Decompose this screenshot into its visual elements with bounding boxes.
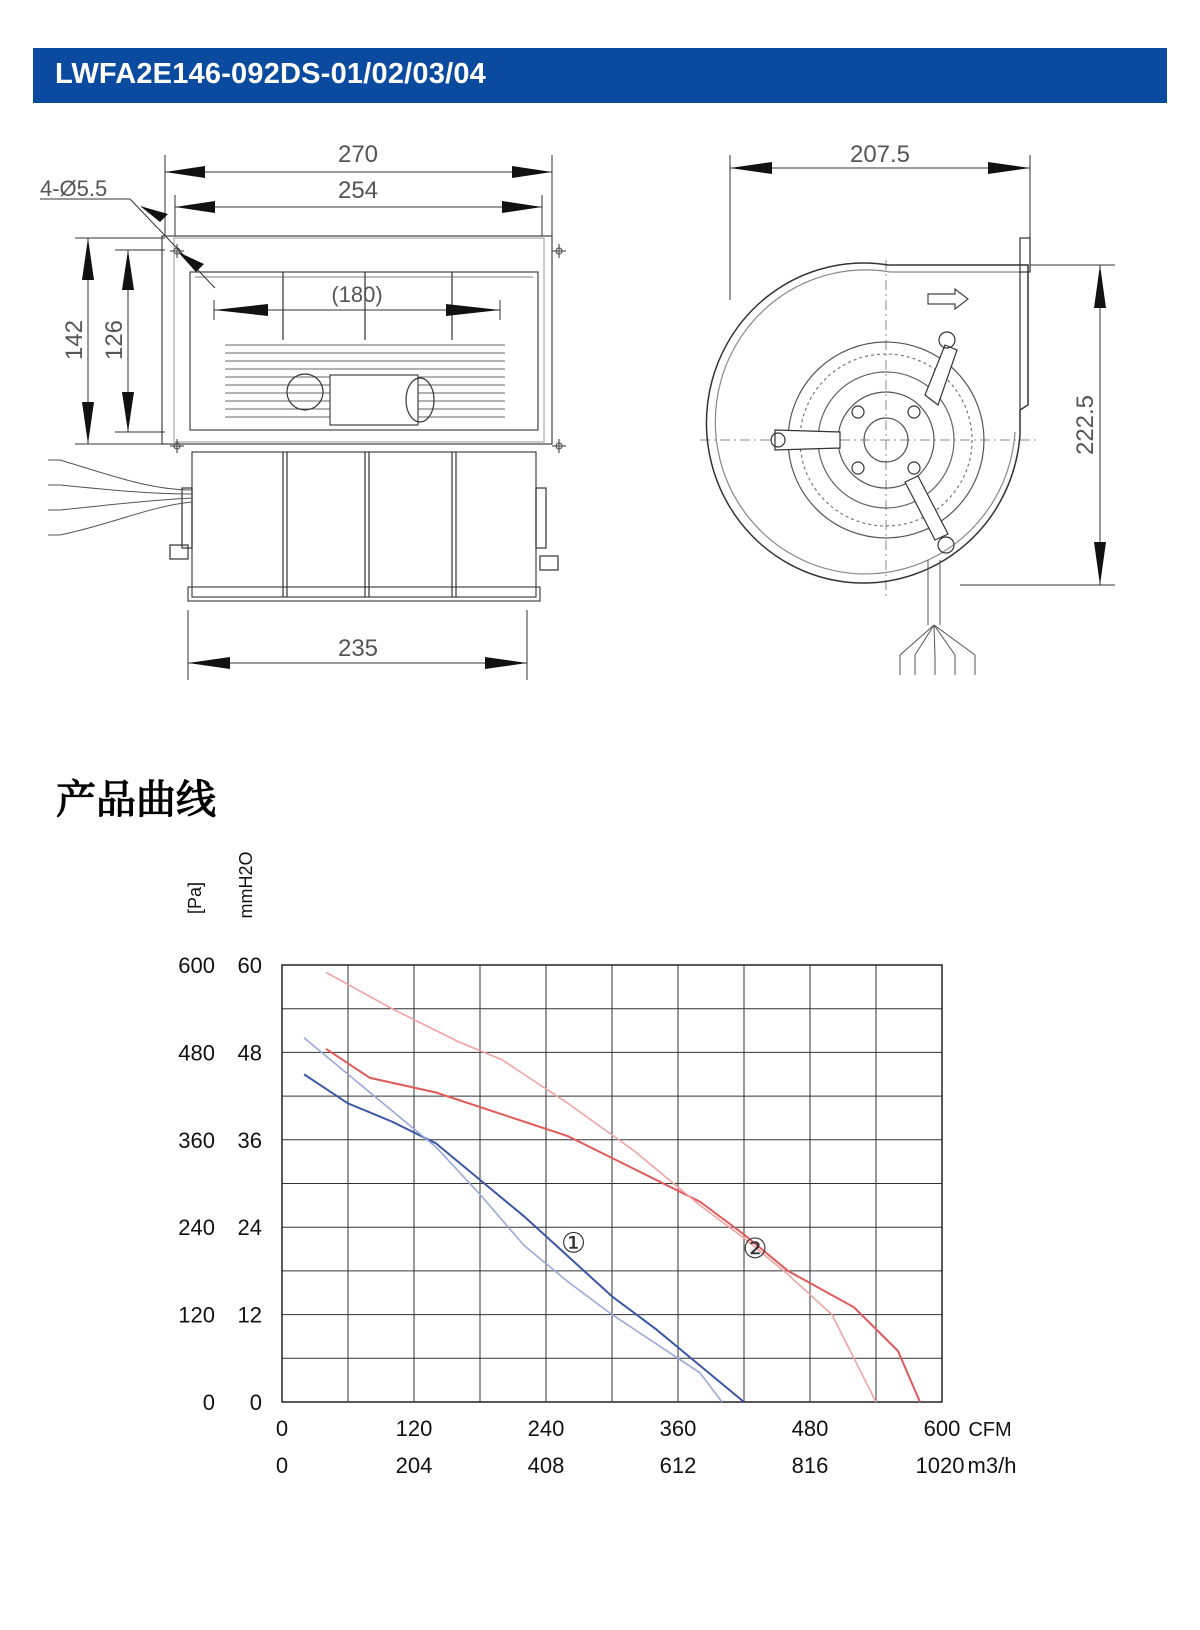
- dim-180: (180): [331, 282, 383, 307]
- x-tick-m3h: 408: [527, 1453, 565, 1478]
- performance-chart: [0, 840, 1200, 1500]
- y-tick-mmh2o: 12: [237, 1302, 262, 1328]
- x-tick-m3h: 612: [659, 1453, 697, 1478]
- dim-207-5: 207.5: [849, 141, 911, 168]
- x-tick-cfm: 240: [527, 1416, 565, 1441]
- dim-222-5: 222.5: [1072, 394, 1099, 456]
- series-1-faded-line: [304, 1038, 722, 1402]
- y-unit-pa: [Pa]: [185, 881, 205, 915]
- x-unit-cfm: CFM: [968, 1419, 1012, 1441]
- y-tick-mmh2o: 48: [237, 1040, 262, 1066]
- x-tick-cfm: 600: [923, 1416, 961, 1441]
- dim-142: 142: [61, 319, 88, 361]
- x-tick-cfm: 480: [791, 1416, 829, 1441]
- y-tick-mmh2o: 24: [237, 1215, 262, 1241]
- y-tick-pa: 480: [178, 1040, 215, 1066]
- x-tick-m3h: 816: [791, 1453, 829, 1478]
- section-title: 产品曲线: [56, 777, 216, 823]
- chart-ticks: [178, 953, 964, 1478]
- y-tick-pa: 600: [178, 953, 215, 978]
- series-2-faded-line: [326, 972, 876, 1402]
- y-unit-mmh2o: mmH2O: [236, 851, 256, 919]
- dim-126: 126: [101, 319, 128, 361]
- y-tick-pa: 0: [202, 1390, 215, 1415]
- x-tick-m3h: 0: [275, 1453, 289, 1478]
- y-tick-pa: 240: [178, 1215, 215, 1241]
- curve-label-1: ①: [560, 1227, 587, 1259]
- series-2-solid-line: [326, 1049, 920, 1402]
- x-tick-cfm: 360: [659, 1416, 697, 1441]
- y-tick-pa: 120: [178, 1302, 215, 1328]
- curve-label-2: ②: [742, 1232, 768, 1264]
- dim-270: 270: [337, 141, 379, 168]
- x-unit-m3h: m3/h: [967, 1453, 1017, 1478]
- y-tick-pa: 360: [178, 1127, 215, 1153]
- dim-hole: 4-Ø5.5: [40, 176, 108, 201]
- dim-254: 254: [337, 177, 379, 204]
- x-tick-cfm: 0: [275, 1416, 289, 1441]
- model-title: LWFA2E146-092DS-01/02/03/04: [55, 58, 486, 90]
- y-tick-mmh2o: 60: [237, 953, 262, 978]
- dim-235: 235: [337, 635, 379, 662]
- y-tick-mmh2o: 36: [237, 1127, 262, 1153]
- x-tick-m3h: 1020: [915, 1453, 965, 1478]
- y-tick-mmh2o: 0: [249, 1390, 262, 1415]
- dimension-drawing: [0, 0, 1200, 720]
- x-tick-m3h: 204: [395, 1453, 433, 1478]
- x-tick-cfm: 120: [395, 1416, 433, 1441]
